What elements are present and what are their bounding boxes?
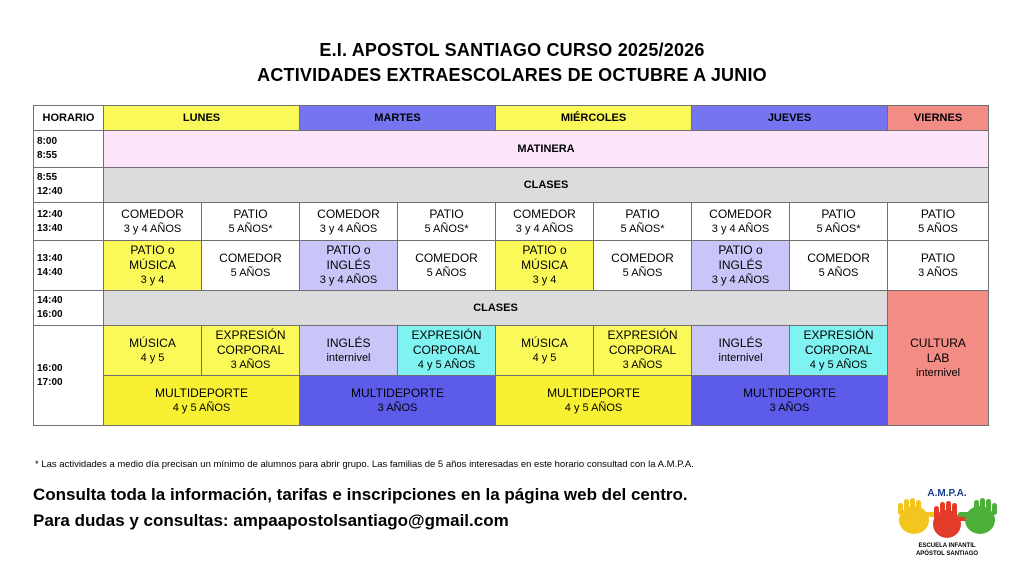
day-header-viernes: VIERNES <box>888 106 989 131</box>
page-title: E.I. APOSTOL SANTIAGO CURSO 2025/2026 <box>319 40 705 60</box>
multideporte-cell: MULTIDEPORTE 3 AÑOS <box>300 376 496 426</box>
ampa-logo <box>892 486 1002 558</box>
row-clases-morning <box>34 168 989 203</box>
header-row <box>34 106 989 131</box>
comedor-cell: COMEDOR 3 y 4 AÑOS <box>104 203 202 241</box>
footnote: * Las actividades a medio día precisan un mínimo de alumnos para abrir grupo. Las familias de 5 años interesadas en este horario consultad con la A.M.P.A. <box>35 459 694 470</box>
time-slot: 8:00 8:55 <box>34 131 104 168</box>
info-text: Consulta toda la información, tarifas e inscripciones en la página web del centro. <box>33 485 688 504</box>
row-comedor <box>34 203 989 241</box>
expresion-corporal-cell: EXPRESIÓN CORPORAL 4 y 5 AÑOS <box>790 326 888 376</box>
musica-cell: MÚSICA 4 y 5 <box>496 326 594 376</box>
patio-musica-cell: PATIO o MÚSICA 3 y 4 <box>104 241 202 291</box>
svg-text:A.M.P.A.: A.M.P.A. <box>927 488 967 499</box>
page-subtitle: ACTIVIDADES EXTRAESCOLARES DE OCTUBRE A JUNIO <box>257 65 767 85</box>
patio-ingles-cell: PATIO o INGLÉS 3 y 4 AÑOS <box>692 241 790 291</box>
multideporte-cell: MULTIDEPORTE 3 AÑOS <box>692 376 888 426</box>
expresion-corporal-cell: EXPRESIÓN CORPORAL 3 AÑOS <box>594 326 692 376</box>
comedor-cell: COMEDOR 3 y 4 AÑOS <box>496 203 594 241</box>
time-slot: 14:40 16:00 <box>34 291 104 326</box>
row-clases-afternoon <box>34 291 989 326</box>
day-header-miercoles: MIÉRCOLES <box>496 106 692 131</box>
green-hand-icon <box>958 498 997 534</box>
patio-viernes-cell: PATIO 5 AÑOS <box>888 203 989 241</box>
yellow-hand-icon <box>898 498 936 534</box>
patio-cell: PATIO 5 AÑOS* <box>594 203 692 241</box>
ingles-cell: INGLÉS internivel <box>300 326 398 376</box>
time-slot: 8:55 12:40 <box>34 168 104 203</box>
time-slot: 12:40 13:40 <box>34 203 104 241</box>
patio-cell: PATIO 5 AÑOS* <box>790 203 888 241</box>
clases-cell: CLASES <box>104 291 888 326</box>
clases-cell: CLASES <box>104 168 989 203</box>
comedor-5-cell: COMEDOR 5 AÑOS <box>202 241 300 291</box>
musica-cell: MÚSICA 4 y 5 <box>104 326 202 376</box>
patio-cell: PATIO 5 AÑOS* <box>398 203 496 241</box>
row-activities <box>34 326 989 376</box>
time-slot: 16:00 17:00 <box>34 326 104 426</box>
row-multideporte <box>34 376 989 426</box>
red-hand-icon <box>933 501 968 538</box>
multideporte-cell: MULTIDEPORTE 4 y 5 AÑOS <box>496 376 692 426</box>
day-header-lunes: LUNES <box>104 106 300 131</box>
patio-cell: PATIO 5 AÑOS* <box>202 203 300 241</box>
hands-logo-icon <box>892 486 1002 558</box>
contact-text: Para dudas y consultas: ampaapostolsantiago@gmail.com <box>33 511 509 530</box>
expresion-corporal-cell: EXPRESIÓN CORPORAL 4 y 5 AÑOS <box>398 326 496 376</box>
svg-text:ESCUELA INFANTIL: ESCUELA INFANTIL <box>918 543 976 549</box>
row-patio-musica <box>34 241 989 291</box>
comedor-5-cell: COMEDOR 5 AÑOS <box>594 241 692 291</box>
comedor-cell: COMEDOR 3 y 4 AÑOS <box>300 203 398 241</box>
patio-musica-cell: PATIO o MÚSICA 3 y 4 <box>496 241 594 291</box>
comedor-5-cell: COMEDOR 5 AÑOS <box>398 241 496 291</box>
horario-header: HORARIO <box>34 106 104 131</box>
patio-ingles-cell: PATIO o INGLÉS 3 y 4 AÑOS <box>300 241 398 291</box>
time-slot: 13:40 14:40 <box>34 241 104 291</box>
day-header-jueves: JUEVES <box>692 106 888 131</box>
row-matinera <box>34 131 989 168</box>
comedor-5-cell: COMEDOR 5 AÑOS <box>790 241 888 291</box>
ingles-cell: INGLÉS internivel <box>692 326 790 376</box>
multideporte-cell: MULTIDEPORTE 4 y 5 AÑOS <box>104 376 300 426</box>
matinera-cell: MATINERA <box>104 131 989 168</box>
expresion-corporal-cell: EXPRESIÓN CORPORAL 3 AÑOS <box>202 326 300 376</box>
day-header-martes: MARTES <box>300 106 496 131</box>
patio-3-cell: PATIO 3 AÑOS <box>888 241 989 291</box>
svg-text:APÓSTOL SANTIAGO: APÓSTOL SANTIAGO <box>915 551 979 557</box>
comedor-cell: COMEDOR 3 y 4 AÑOS <box>692 203 790 241</box>
schedule-table <box>33 105 989 426</box>
cultura-lab-cell: CULTURA LAB internivel <box>888 291 989 426</box>
